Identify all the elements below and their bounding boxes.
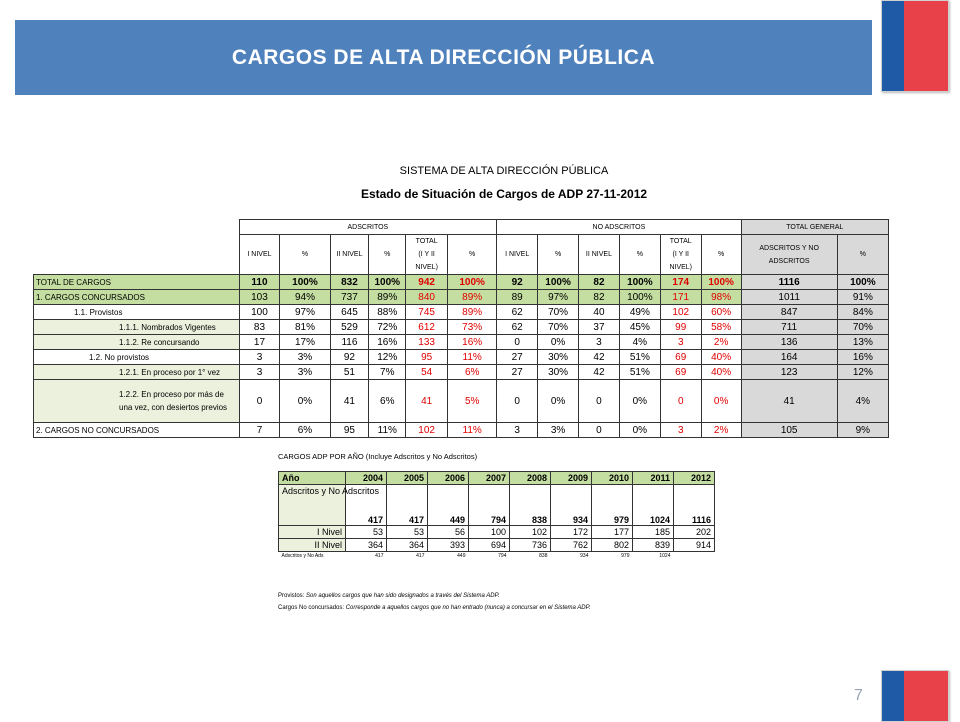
table-cell: 30% — [538, 350, 579, 365]
years-value: 53 — [346, 526, 387, 539]
table-cell: 0% — [701, 380, 741, 423]
row-label: TOTAL DE CARGOS — [34, 275, 240, 290]
table-cell: 3% — [280, 350, 330, 365]
table-cell: 62 — [497, 320, 538, 335]
years-value: 102 — [510, 526, 551, 539]
table-cell: 42 — [579, 365, 620, 380]
table-cell: 103 — [239, 290, 280, 305]
years-table — [278, 471, 715, 559]
years-footer-value: 838 — [539, 552, 548, 559]
table-cell: 4% — [837, 380, 888, 423]
table-cell: 62 — [497, 305, 538, 320]
table-cell: 100 — [239, 305, 280, 320]
table-cell: 0 — [497, 380, 538, 423]
years-value: 393 — [428, 539, 469, 552]
table-cell: 51 — [330, 365, 369, 380]
table-cell: 100% — [619, 275, 660, 290]
table-cell: 136 — [741, 335, 837, 350]
years-value: 364 — [387, 539, 428, 552]
years-value: 449 — [428, 485, 469, 526]
table-cell: 51% — [619, 365, 660, 380]
row-label: 1.2. No provistos — [34, 350, 240, 365]
table-cell: 645 — [330, 305, 369, 320]
year-label: Año — [279, 472, 346, 485]
table-cell: 2% — [701, 423, 741, 438]
table-cell: 100% — [280, 275, 330, 290]
table-cell: 102 — [406, 423, 448, 438]
years-value: 838 — [510, 485, 551, 526]
table-row — [34, 380, 889, 423]
table-cell: 16% — [369, 335, 406, 350]
col-ii-nivel: II NIVEL — [330, 235, 369, 275]
table-cell: 0 — [497, 335, 538, 350]
table-cell: 0% — [280, 380, 330, 423]
group-no-adscritos: NO ADSCRITOS — [497, 220, 741, 235]
years-value: 202 — [674, 526, 715, 539]
years-row-label: Adscritos y No Adscritos — [279, 485, 346, 526]
table-cell: 41 — [406, 380, 448, 423]
table-cell: 3% — [280, 365, 330, 380]
row-label: 1. CARGOS CONCURSADOS — [34, 290, 240, 305]
years-value: 736 — [510, 539, 551, 552]
table-cell: 89 — [497, 290, 538, 305]
years-row-label: II Nivel — [279, 539, 346, 552]
col-ii-nivel: II NIVEL — [579, 235, 620, 275]
table-cell: 100% — [538, 275, 579, 290]
table-cell: 123 — [741, 365, 837, 380]
table-row — [34, 423, 889, 438]
years-value: 914 — [674, 539, 715, 552]
years-value: 934 — [551, 485, 592, 526]
table-cell: 171 — [660, 290, 701, 305]
table-cell: 11% — [448, 423, 497, 438]
table-cell: 16% — [448, 335, 497, 350]
years-footer-row — [279, 552, 715, 560]
years-value: 802 — [592, 539, 633, 552]
col-pct: % — [701, 235, 741, 275]
table-cell: 3 — [660, 423, 701, 438]
table-cell: 12% — [369, 350, 406, 365]
group-adscritos: ADSCRITOS — [239, 220, 497, 235]
table-cell: 737 — [330, 290, 369, 305]
row-label: 1.1.2. Re concursando — [34, 335, 240, 350]
column-header-row — [34, 235, 889, 275]
years-table-title: CARGOS ADP POR AÑO (Incluye Adscritos y No Adscritos) — [278, 452, 478, 461]
table-cell: 81% — [280, 320, 330, 335]
group-total-general: TOTAL GENERAL — [741, 220, 888, 235]
table-cell: 69 — [660, 350, 701, 365]
table-cell: 11% — [448, 350, 497, 365]
col-total: TOTAL (I Y II NIVEL) — [660, 235, 701, 275]
years-value: 56 — [428, 526, 469, 539]
table-cell: 37 — [579, 320, 620, 335]
table-cell: 100% — [619, 290, 660, 305]
table-row — [34, 320, 889, 335]
table-cell: 27 — [497, 350, 538, 365]
years-footer-value: 417 — [375, 552, 384, 559]
year-cell: 2011 — [633, 472, 674, 485]
table-cell: 0 — [579, 423, 620, 438]
table-cell: 0 — [239, 380, 280, 423]
table-cell: 0% — [619, 423, 660, 438]
table-cell: 41 — [330, 380, 369, 423]
table-cell: 82 — [579, 290, 620, 305]
table-cell: 2% — [701, 335, 741, 350]
table-cell: 1116 — [741, 275, 837, 290]
table-cell: 49% — [619, 305, 660, 320]
table-cell: 94% — [280, 290, 330, 305]
row-label: 1.2.2. En proceso por más de una vez, con desiertos previos — [34, 380, 240, 423]
slide-title: CARGOS DE ALTA DIRECCIÓN PÚBLICA — [231, 45, 656, 69]
table-cell: 70% — [837, 320, 888, 335]
table-cell: 9% — [837, 423, 888, 438]
years-header-row — [279, 472, 715, 485]
col-pct: % — [448, 235, 497, 275]
table-row — [34, 305, 889, 320]
row-label: 1.1.1. Nombrados Vigentes — [34, 320, 240, 335]
table-cell: 612 — [406, 320, 448, 335]
year-cell: 2007 — [469, 472, 510, 485]
table-cell: 16% — [837, 350, 888, 365]
table-cell: 110 — [239, 275, 280, 290]
table-cell: 100% — [369, 275, 406, 290]
table-cell: 0% — [619, 380, 660, 423]
table-cell: 133 — [406, 335, 448, 350]
table-cell: 12% — [837, 365, 888, 380]
table-cell: 3 — [660, 335, 701, 350]
table-title: SISTEMA DE ALTA DIRECCIÓN PÚBLICA — [399, 165, 609, 177]
years-value: 364 — [346, 539, 387, 552]
table-cell: 45% — [619, 320, 660, 335]
years-value: 1024 — [633, 485, 674, 526]
table-cell: 116 — [330, 335, 369, 350]
table-cell: 100% — [701, 275, 741, 290]
chile-flag-logo-bottom — [881, 670, 949, 722]
table-cell: 840 — [406, 290, 448, 305]
table-cell: 42 — [579, 350, 620, 365]
table-cell: 5% — [448, 380, 497, 423]
years-value: 694 — [469, 539, 510, 552]
table-cell: 3 — [239, 350, 280, 365]
table-cell: 70% — [538, 305, 579, 320]
table-cell: 88% — [369, 305, 406, 320]
group-header-row — [34, 220, 889, 235]
table-cell: 40% — [701, 365, 741, 380]
table-cell: 89% — [448, 305, 497, 320]
table-cell: 40% — [701, 350, 741, 365]
table-cell: 942 — [406, 275, 448, 290]
table-cell: 0 — [579, 380, 620, 423]
table-cell: 7% — [369, 365, 406, 380]
row-label: 1.1. Provistos — [34, 305, 240, 320]
table-cell: 99 — [660, 320, 701, 335]
table-cell: 100% — [837, 275, 888, 290]
note-no-concursados: Cargos No concursados: Corresponde a aquellos cargos que no han entrado (nunca) a concursar en el Sistema ADP. — [278, 605, 591, 611]
table-cell: 95 — [330, 423, 369, 438]
years-footer-value: 417 — [416, 552, 425, 559]
table-cell: 70% — [538, 320, 579, 335]
table-cell: 0% — [538, 335, 579, 350]
col-pct: % — [837, 235, 888, 275]
table-cell: 7 — [239, 423, 280, 438]
table-cell: 95 — [406, 350, 448, 365]
col-pct: % — [538, 235, 579, 275]
table-cell: 97% — [538, 290, 579, 305]
table-subtitle: Estado de Situación de Cargos de ADP 27-11-2012 — [360, 187, 648, 201]
table-cell: 174 — [660, 275, 701, 290]
years-footer-value: 979 — [621, 552, 630, 559]
years-footer-value: 934 — [580, 552, 589, 559]
col-adscritos-y-no: ADSCRITOS Y NO ADSCRITOS — [741, 235, 837, 275]
col-i-nivel: I NIVEL — [239, 235, 280, 275]
years-row — [279, 485, 715, 526]
col-i-nivel: I NIVEL — [497, 235, 538, 275]
page-number: 7 — [854, 687, 863, 704]
table-row — [34, 275, 889, 290]
table-row — [34, 290, 889, 305]
years-value: 417 — [387, 485, 428, 526]
table-cell: 832 — [330, 275, 369, 290]
table-cell: 711 — [741, 320, 837, 335]
table-cell: 91% — [837, 290, 888, 305]
table-cell: 11% — [369, 423, 406, 438]
table-cell: 3 — [239, 365, 280, 380]
table-cell: 40 — [579, 305, 620, 320]
table-cell: 82 — [579, 275, 620, 290]
years-value: 53 — [387, 526, 428, 539]
years-value: 185 — [633, 526, 674, 539]
table-cell: 0 — [660, 380, 701, 423]
year-cell: 2005 — [387, 472, 428, 485]
year-cell: 2012 — [674, 472, 715, 485]
table-cell: 1011 — [741, 290, 837, 305]
table-cell: 58% — [701, 320, 741, 335]
table-cell: 164 — [741, 350, 837, 365]
years-value: 979 — [592, 485, 633, 526]
year-cell: 2009 — [551, 472, 592, 485]
years-value: 177 — [592, 526, 633, 539]
table-cell: 4% — [619, 335, 660, 350]
table-cell: 51% — [619, 350, 660, 365]
year-cell: 2008 — [510, 472, 551, 485]
table-cell: 60% — [701, 305, 741, 320]
table-cell: 100% — [448, 275, 497, 290]
slide-title-bar — [15, 20, 872, 95]
table-cell: 6% — [369, 380, 406, 423]
table-cell: 27 — [497, 365, 538, 380]
year-cell: 2010 — [592, 472, 633, 485]
year-cell: 2006 — [428, 472, 469, 485]
table-cell: 69 — [660, 365, 701, 380]
table-row — [34, 365, 889, 380]
table-row — [34, 335, 889, 350]
notes — [278, 590, 591, 614]
table-cell: 0% — [538, 380, 579, 423]
table-cell: 84% — [837, 305, 888, 320]
table-cell: 73% — [448, 320, 497, 335]
table-cell: 3 — [497, 423, 538, 438]
table-cell: 72% — [369, 320, 406, 335]
table-row — [34, 350, 889, 365]
table-cell: 98% — [701, 290, 741, 305]
table-cell: 745 — [406, 305, 448, 320]
years-footer-value: 449 — [457, 552, 466, 559]
years-value: 839 — [633, 539, 674, 552]
table-cell: 3 — [579, 335, 620, 350]
years-footer-value — [674, 552, 715, 560]
years-value: 172 — [551, 526, 592, 539]
years-footer-label: Adscritos y No Ads — [281, 552, 324, 559]
table-cell: 83 — [239, 320, 280, 335]
table-cell: 41 — [741, 380, 837, 423]
table-cell: 847 — [741, 305, 837, 320]
table-cell: 97% — [280, 305, 330, 320]
row-label: 1.2.1. En proceso por 1° vez — [34, 365, 240, 380]
years-value: 762 — [551, 539, 592, 552]
years-row — [279, 526, 715, 539]
table-cell: 6% — [280, 423, 330, 438]
years-row — [279, 539, 715, 552]
table-cell: 3% — [538, 423, 579, 438]
table-cell: 89% — [448, 290, 497, 305]
status-table — [33, 219, 889, 438]
col-pct: % — [369, 235, 406, 275]
table-cell: 92 — [497, 275, 538, 290]
years-row-label: I Nivel — [279, 526, 346, 539]
table-cell: 102 — [660, 305, 701, 320]
table-cell: 17% — [280, 335, 330, 350]
col-pct: % — [619, 235, 660, 275]
chile-flag-logo — [881, 0, 949, 92]
row-label: 2. CARGOS NO CONCURSADOS — [34, 423, 240, 438]
years-value: 1116 — [674, 485, 715, 526]
table-cell: 13% — [837, 335, 888, 350]
table-cell: 54 — [406, 365, 448, 380]
table-cell: 92 — [330, 350, 369, 365]
note-provistos: Provistos: Son aquellos cargos que han sido designados a través del Sistema ADP. — [278, 593, 500, 599]
years-value: 417 — [346, 485, 387, 526]
table-cell: 17 — [239, 335, 280, 350]
years-footer-value: 794 — [498, 552, 507, 559]
year-cell: 2004 — [346, 472, 387, 485]
table-cell: 6% — [448, 365, 497, 380]
table-cell: 105 — [741, 423, 837, 438]
table-cell: 30% — [538, 365, 579, 380]
years-footer-value: 1024 — [659, 552, 671, 559]
col-total: TOTAL (I Y II NIVEL) — [406, 235, 448, 275]
years-value: 794 — [469, 485, 510, 526]
col-pct: % — [280, 235, 330, 275]
table-cell: 89% — [369, 290, 406, 305]
years-value: 100 — [469, 526, 510, 539]
table-cell: 529 — [330, 320, 369, 335]
